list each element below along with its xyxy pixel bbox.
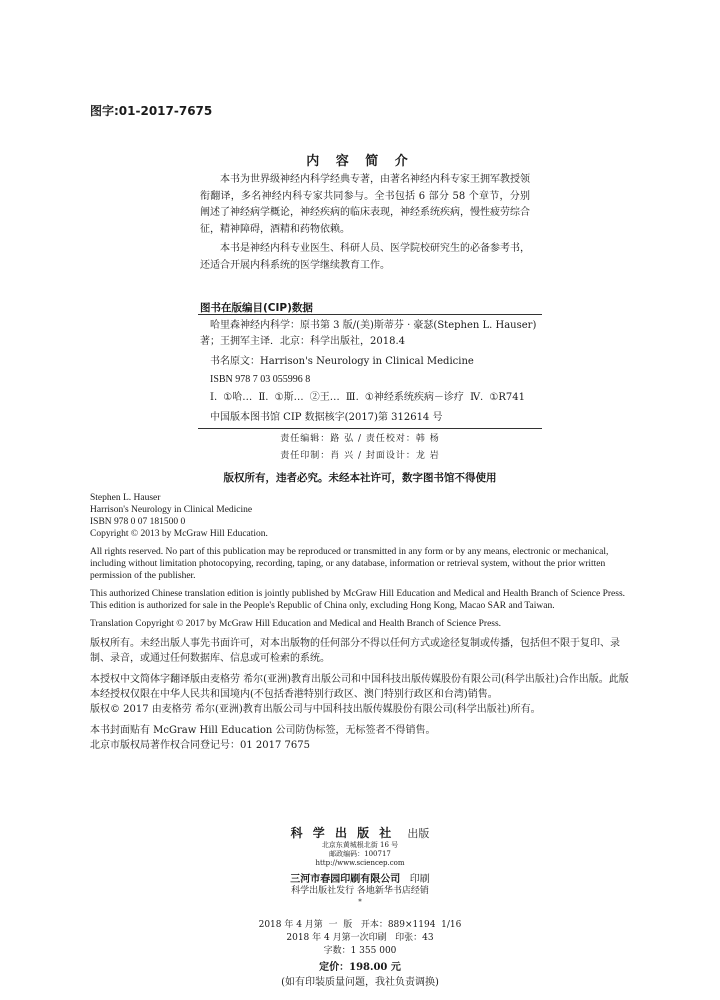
printing-line: 2018 年 4 月第一次印刷 印张：43: [286, 933, 434, 943]
authorized-edition-cn: 本授权中文简体字翻译版由麦格劳 希尔(亚洲)教育出版公司和中国科技出版传媒股份有限公司(科学出版社)合作出版。此版本经授权仅限在中华人民共和国境内(不包括香港特别行政区、澳门特别行政区和台湾)销售。: [90, 674, 629, 700]
printer-role: 印刷: [409, 874, 430, 885]
publisher-website: http://www.sciencep.com: [315, 859, 405, 867]
edition-line: 2018 年 4 月第 一 版 开本：889×1194 1/16: [258, 920, 462, 930]
staff-production: 责任印制：肖 兴 / 封面设计：龙 岩: [280, 451, 440, 461]
original-isbn: ISBN 978 0 07 181500 0: [90, 517, 186, 527]
cip-title: 图书在版编目(CIP)数据: [200, 302, 313, 314]
cip-main-line-continued: 著；王拥军主译．北京：科学出版社，2018.4: [200, 336, 405, 347]
original-title: Harrison's Neurology in Clinical Medicine: [90, 505, 253, 515]
original-author: Stephen L. Hauser: [90, 493, 161, 503]
printer-name: 三河市春园印刷有限公司: [290, 874, 401, 885]
rights-notice: 版权所有，违者必究。未经本社许可，数字图书馆不得使用: [223, 472, 497, 484]
separator-asterisk: *: [358, 898, 362, 906]
intro-body: [200, 172, 530, 274]
publisher-address: 北京东黄城根北街 16 号: [321, 841, 399, 849]
staff-editors: 责任编辑：路 弘 / 责任校对：韩 杨: [280, 434, 440, 444]
cip-main-entry: [200, 318, 545, 350]
rights-reserved-cn: 版权所有。未经出版人事先书面许可，对本出版物的任何部分不得以任何方式或途径复制或传播，包括但不限于复印、录制、录音，或通过任何数据库、信息或可检索的系统。: [90, 638, 620, 664]
cip-original-title: 书名原文：Harrison's Neurology in Clinical Medicine: [210, 356, 474, 367]
cip-isbn: ISBN 978 7 03 055996 8: [210, 374, 311, 385]
translation-copyright: Translation Copyright © 2017 by McGraw Hill Education and Medical and Health Branch of Science Press.: [90, 619, 502, 629]
copyright-cn: 版权© 2017 由麦格劳 希尔(亚洲)教育出版公司与中国科技出版传媒股份有限公司(科学出版社)所有。: [90, 704, 541, 715]
cip-main-line: 哈里森神经内科学：原书第 3 版/(美)斯蒂芬 · 豪瑟(Stephen L. Hauser): [210, 320, 537, 331]
authorized-edition-en: This authorized Chinese translation edition is jointly published by McGraw Hill Education and Medical and Health Branch of Science Press. This edition is authorized for sale in the People's Republic of China only, excluding Hong Kong, Macao SAR and Taiwan.: [90, 589, 626, 611]
cip-check-number: 中国版本图书馆 CIP 数据核字(2017)第 312614 号: [210, 412, 443, 423]
cip-bottom-rule: [198, 428, 542, 429]
intro-paragraph: 本书是神经内科专业医生、科研人员、医学院校研究生的必备参考书，还适合开展内科系统的医学继续教育工作。: [200, 243, 530, 271]
rights-reserved-en: All rights reserved. No part of this publication may be reproduced or transmitted in any form or by any means, electronic or mechanical, including without limitation photocopying, recording, taping, or any database, information or retrieval system, without the prior written permission of the publisher.: [90, 547, 609, 581]
word-count: 字数：1 355 000: [323, 946, 397, 956]
intro-title: 内 容 简 介: [306, 154, 414, 169]
contract-registration: 北京市版权局著作权合同登记号：01 2017 7675: [90, 740, 310, 751]
copyright-block: [90, 492, 635, 753]
cip-top-rule: [198, 314, 542, 315]
publisher-role: 出版: [407, 827, 430, 840]
original-copyright: Copyright © 2013 by McGraw Hill Education.: [90, 529, 268, 539]
distribution: 科学出版社发行 各地新华书店经销: [291, 886, 429, 896]
publisher-block: [0, 822, 720, 988]
cip-classification: Ⅰ. ①哈… Ⅱ. ①斯… ②王… Ⅲ. ①神经系统疾病－诊疗 Ⅳ. ①R741: [210, 392, 526, 403]
intro-paragraph: 本书为世界级神经内科学经典专著，由著名神经内科专家王拥军教授领衔翻译，多名神经内科专家共同参与。全书包括 6 部分 58 个章节，分别阐述了神经病学概论，神经疾病的临床表现，神经系统疾病，慢性疲劳综合征，精神障碍，酒精和药物依赖。: [200, 174, 530, 235]
copyright-registration-number: 图字:01-2017-7675: [90, 104, 213, 118]
anti-counterfeit-label: 本书封面贴有 McGraw Hill Education 公司防伪标签，无标签者不得销售。: [90, 725, 436, 736]
return-note: (如有印装质量问题，我社负责调换): [281, 977, 439, 988]
publisher-name: 科 学 出 版 社: [290, 826, 395, 840]
price: 定价：198.00 元: [319, 962, 401, 973]
publisher-postcode: 邮政编码：100717: [329, 850, 391, 858]
